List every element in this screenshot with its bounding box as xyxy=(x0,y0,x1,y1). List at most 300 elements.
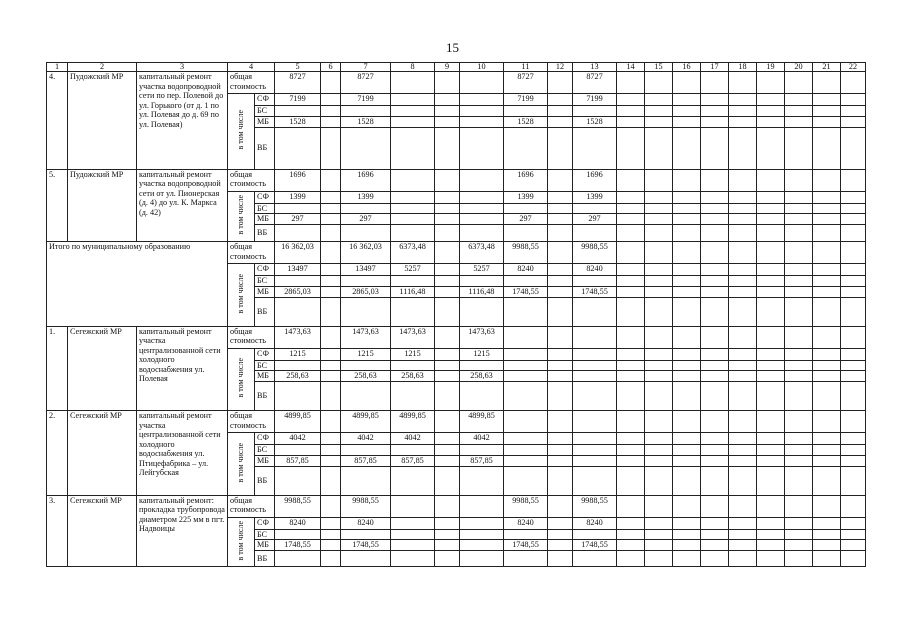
district-cell: Сегежский МР xyxy=(68,326,137,411)
value-cell: 1473,63 xyxy=(341,326,391,348)
value-cell xyxy=(321,529,341,540)
value-cell xyxy=(785,127,813,169)
value-cell xyxy=(813,225,841,242)
value-cell xyxy=(460,297,504,326)
value-cell xyxy=(435,286,460,297)
value-cell xyxy=(321,264,341,276)
value-cell xyxy=(617,297,645,326)
value-cell xyxy=(841,286,866,297)
value-cell xyxy=(617,382,645,411)
value-cell xyxy=(617,360,645,371)
value-cell xyxy=(673,297,701,326)
value-cell xyxy=(617,529,645,540)
fund-label-vb: ВБ xyxy=(255,551,275,567)
value-cell xyxy=(673,169,701,191)
value-cell xyxy=(785,348,813,360)
fund-label-bs: БС xyxy=(255,360,275,371)
value-cell xyxy=(645,382,673,411)
column-header: 8 xyxy=(391,63,435,72)
value-cell xyxy=(757,529,785,540)
page-number: 15 xyxy=(446,40,459,55)
fund-label-sf: СФ xyxy=(255,264,275,276)
value-cell xyxy=(645,72,673,94)
value-cell xyxy=(813,297,841,326)
value-cell xyxy=(435,529,460,540)
value-cell xyxy=(341,445,391,456)
value-cell: 6373,48 xyxy=(391,242,435,264)
value-cell xyxy=(573,225,617,242)
value-cell: 297 xyxy=(573,214,617,225)
value-cell xyxy=(548,371,573,382)
value-cell xyxy=(673,72,701,94)
value-cell xyxy=(617,225,645,242)
value-cell xyxy=(785,551,813,567)
value-cell xyxy=(785,242,813,264)
value-cell xyxy=(729,551,757,567)
value-cell xyxy=(729,411,757,433)
row-number: 2. xyxy=(47,411,68,496)
value-cell xyxy=(645,203,673,214)
value-cell xyxy=(321,445,341,456)
value-cell xyxy=(673,540,701,551)
value-cell xyxy=(275,297,321,326)
fund-label-bs: БС xyxy=(255,276,275,287)
value-cell xyxy=(785,116,813,127)
value-cell xyxy=(617,276,645,287)
value-cell: 13497 xyxy=(275,264,321,276)
value-cell xyxy=(785,360,813,371)
fund-label-bs: БС xyxy=(255,529,275,540)
value-cell xyxy=(841,371,866,382)
value-cell xyxy=(391,529,435,540)
value-cell xyxy=(341,360,391,371)
value-cell xyxy=(504,466,548,495)
value-cell: 4042 xyxy=(391,433,435,445)
value-cell xyxy=(757,214,785,225)
value-cell xyxy=(757,371,785,382)
value-cell xyxy=(504,106,548,117)
table-row xyxy=(47,495,866,517)
value-cell xyxy=(757,348,785,360)
value-cell xyxy=(729,455,757,466)
value-cell xyxy=(321,169,341,191)
value-cell xyxy=(321,191,341,203)
value-cell xyxy=(757,540,785,551)
value-cell xyxy=(435,242,460,264)
fund-label-vb: ВБ xyxy=(255,225,275,242)
value-cell xyxy=(391,517,435,529)
including-label xyxy=(228,191,255,242)
value-cell: 258,63 xyxy=(391,371,435,382)
value-cell: 1399 xyxy=(341,191,391,203)
value-cell xyxy=(729,540,757,551)
value-cell xyxy=(548,495,573,517)
value-cell: 16 362,03 xyxy=(275,242,321,264)
value-cell xyxy=(548,127,573,169)
value-cell xyxy=(813,191,841,203)
including-label xyxy=(228,433,255,496)
value-cell xyxy=(701,455,729,466)
column-header: 12 xyxy=(548,63,573,72)
value-cell xyxy=(757,94,785,106)
value-cell xyxy=(785,264,813,276)
value-cell xyxy=(673,106,701,117)
value-cell xyxy=(548,214,573,225)
value-cell xyxy=(645,116,673,127)
value-cell xyxy=(673,242,701,264)
value-cell xyxy=(757,466,785,495)
value-cell xyxy=(548,169,573,191)
value-cell: 7199 xyxy=(341,94,391,106)
value-cell: 1528 xyxy=(275,116,321,127)
value-cell xyxy=(673,371,701,382)
value-cell: 8240 xyxy=(275,517,321,529)
value-cell xyxy=(275,276,321,287)
value-cell xyxy=(617,455,645,466)
value-cell xyxy=(548,517,573,529)
value-cell xyxy=(321,495,341,517)
value-cell: 258,63 xyxy=(275,371,321,382)
value-cell xyxy=(841,466,866,495)
value-cell: 4899,85 xyxy=(391,411,435,433)
value-cell xyxy=(321,276,341,287)
value-cell: 13497 xyxy=(341,264,391,276)
value-cell xyxy=(391,94,435,106)
value-cell xyxy=(785,445,813,456)
value-cell xyxy=(841,348,866,360)
value-cell xyxy=(460,276,504,287)
value-cell xyxy=(701,382,729,411)
value-cell xyxy=(729,191,757,203)
value-cell: 8727 xyxy=(341,72,391,94)
value-cell xyxy=(548,225,573,242)
value-cell xyxy=(645,551,673,567)
fund-label-mb: МБ xyxy=(255,371,275,382)
value-cell xyxy=(573,297,617,326)
value-cell xyxy=(435,276,460,287)
value-cell xyxy=(617,286,645,297)
value-cell xyxy=(435,214,460,225)
value-cell xyxy=(275,382,321,411)
fund-label-vb: ВБ xyxy=(255,297,275,326)
value-cell xyxy=(701,191,729,203)
value-cell xyxy=(548,551,573,567)
value-cell xyxy=(460,169,504,191)
value-cell xyxy=(701,348,729,360)
value-cell xyxy=(813,348,841,360)
fund-label-bs: БС xyxy=(255,445,275,456)
value-cell xyxy=(841,445,866,456)
value-cell xyxy=(341,297,391,326)
value-cell xyxy=(813,72,841,94)
value-cell xyxy=(391,72,435,94)
value-cell xyxy=(673,326,701,348)
district-cell: Пудожский МР xyxy=(68,169,137,242)
value-cell xyxy=(548,264,573,276)
district-cell: Сегежский МР xyxy=(68,411,137,496)
value-cell xyxy=(841,297,866,326)
value-cell xyxy=(573,348,617,360)
value-cell xyxy=(673,225,701,242)
value-cell: 1116,48 xyxy=(460,286,504,297)
value-cell xyxy=(813,371,841,382)
column-header: 18 xyxy=(729,63,757,72)
value-cell xyxy=(573,445,617,456)
value-cell xyxy=(701,225,729,242)
value-cell xyxy=(645,540,673,551)
value-cell xyxy=(435,264,460,276)
value-cell xyxy=(673,455,701,466)
value-cell: 1528 xyxy=(573,116,617,127)
value-cell xyxy=(321,286,341,297)
value-cell xyxy=(841,214,866,225)
value-cell xyxy=(701,72,729,94)
value-cell: 857,85 xyxy=(275,455,321,466)
value-cell xyxy=(391,169,435,191)
value-cell xyxy=(813,116,841,127)
value-cell xyxy=(813,214,841,225)
value-cell xyxy=(729,225,757,242)
value-cell xyxy=(757,203,785,214)
column-header: 1 xyxy=(47,63,68,72)
value-cell xyxy=(813,551,841,567)
value-cell xyxy=(701,551,729,567)
value-cell xyxy=(548,286,573,297)
value-cell xyxy=(841,264,866,276)
value-cell xyxy=(757,326,785,348)
value-cell xyxy=(841,191,866,203)
value-cell xyxy=(573,466,617,495)
column-header: 15 xyxy=(645,63,673,72)
value-cell xyxy=(573,529,617,540)
value-cell: 2865,03 xyxy=(341,286,391,297)
value-cell xyxy=(813,495,841,517)
value-cell xyxy=(460,445,504,456)
value-cell xyxy=(504,382,548,411)
value-cell: 1215 xyxy=(341,348,391,360)
value-cell xyxy=(321,127,341,169)
value-cell xyxy=(321,540,341,551)
value-cell xyxy=(617,127,645,169)
value-cell xyxy=(729,214,757,225)
value-cell: 1696 xyxy=(573,169,617,191)
value-cell: 1473,63 xyxy=(391,326,435,348)
table-row xyxy=(47,63,866,72)
value-cell xyxy=(701,264,729,276)
column-header: 22 xyxy=(841,63,866,72)
value-cell xyxy=(757,127,785,169)
value-cell: 297 xyxy=(275,214,321,225)
including-text: в том числе xyxy=(236,520,246,561)
value-cell xyxy=(573,371,617,382)
value-cell xyxy=(785,411,813,433)
value-cell xyxy=(673,495,701,517)
value-cell xyxy=(435,433,460,445)
value-cell xyxy=(573,360,617,371)
value-cell xyxy=(460,203,504,214)
value-cell xyxy=(321,72,341,94)
value-cell xyxy=(813,466,841,495)
value-cell xyxy=(460,191,504,203)
value-cell: 4042 xyxy=(341,433,391,445)
value-cell xyxy=(785,225,813,242)
value-cell xyxy=(548,203,573,214)
value-cell xyxy=(673,382,701,411)
value-cell xyxy=(548,94,573,106)
value-cell xyxy=(645,529,673,540)
value-cell xyxy=(617,116,645,127)
value-cell xyxy=(275,551,321,567)
value-cell xyxy=(573,551,617,567)
value-cell xyxy=(841,360,866,371)
value-cell xyxy=(617,191,645,203)
value-cell xyxy=(617,433,645,445)
fund-label-vb: ВБ xyxy=(255,466,275,495)
value-cell xyxy=(275,225,321,242)
value-cell xyxy=(391,551,435,567)
value-cell xyxy=(275,466,321,495)
value-cell xyxy=(701,326,729,348)
value-cell: 8240 xyxy=(504,264,548,276)
value-cell xyxy=(617,106,645,117)
value-cell xyxy=(785,326,813,348)
value-cell xyxy=(841,529,866,540)
value-cell xyxy=(460,116,504,127)
fund-label-sf: СФ xyxy=(255,433,275,445)
value-cell xyxy=(391,225,435,242)
value-cell xyxy=(275,360,321,371)
value-cell: 6373,48 xyxy=(460,242,504,264)
value-cell xyxy=(757,433,785,445)
value-cell xyxy=(813,203,841,214)
value-cell xyxy=(617,326,645,348)
value-cell xyxy=(617,551,645,567)
value-cell xyxy=(617,203,645,214)
value-cell xyxy=(460,551,504,567)
value-cell xyxy=(435,551,460,567)
description-cell: капитальный ремонт участка централизованной сети холодного водоснабжения ул. Птицефабрика – ул. Лейгубская xyxy=(137,411,228,496)
including-label xyxy=(228,94,255,170)
value-cell xyxy=(321,382,341,411)
value-cell: 8727 xyxy=(275,72,321,94)
total-cost-label: общая стоимость xyxy=(228,411,275,433)
including-text: в том числе xyxy=(236,110,246,150)
value-cell xyxy=(617,540,645,551)
value-cell xyxy=(321,411,341,433)
value-cell: 1748,55 xyxy=(504,286,548,297)
value-cell xyxy=(275,106,321,117)
value-cell xyxy=(757,276,785,287)
value-cell xyxy=(729,203,757,214)
value-cell xyxy=(391,540,435,551)
value-cell xyxy=(504,360,548,371)
value-cell xyxy=(673,348,701,360)
value-cell xyxy=(841,382,866,411)
value-cell xyxy=(645,326,673,348)
column-header: 17 xyxy=(701,63,729,72)
value-cell xyxy=(785,455,813,466)
value-cell xyxy=(841,94,866,106)
value-cell: 4042 xyxy=(275,433,321,445)
budget-table xyxy=(46,62,866,567)
value-cell xyxy=(321,94,341,106)
fund-label-mb: МБ xyxy=(255,540,275,551)
value-cell xyxy=(504,276,548,287)
value-cell xyxy=(460,466,504,495)
value-cell xyxy=(435,360,460,371)
value-cell: 1215 xyxy=(460,348,504,360)
value-cell xyxy=(548,191,573,203)
value-cell xyxy=(321,242,341,264)
value-cell xyxy=(504,433,548,445)
value-cell xyxy=(391,297,435,326)
value-cell xyxy=(548,348,573,360)
value-cell xyxy=(757,116,785,127)
value-cell xyxy=(645,360,673,371)
value-cell xyxy=(701,529,729,540)
value-cell: 9988,55 xyxy=(573,495,617,517)
value-cell xyxy=(729,297,757,326)
value-cell xyxy=(460,529,504,540)
value-cell xyxy=(504,411,548,433)
value-cell xyxy=(460,495,504,517)
value-cell xyxy=(785,297,813,326)
value-cell: 9988,55 xyxy=(573,242,617,264)
value-cell xyxy=(391,445,435,456)
value-cell xyxy=(673,116,701,127)
value-cell xyxy=(617,371,645,382)
fund-label-bs: БС xyxy=(255,203,275,214)
value-cell xyxy=(573,276,617,287)
column-header: 7 xyxy=(341,63,391,72)
value-cell xyxy=(841,106,866,117)
value-cell xyxy=(841,433,866,445)
value-cell xyxy=(504,203,548,214)
value-cell xyxy=(841,540,866,551)
value-cell xyxy=(391,360,435,371)
value-cell xyxy=(673,551,701,567)
value-cell xyxy=(460,127,504,169)
column-header: 14 xyxy=(617,63,645,72)
value-cell xyxy=(673,276,701,287)
value-cell xyxy=(729,94,757,106)
fund-label-mb: МБ xyxy=(255,116,275,127)
value-cell: 5257 xyxy=(391,264,435,276)
column-header: 9 xyxy=(435,63,460,72)
value-cell xyxy=(813,169,841,191)
value-cell xyxy=(645,445,673,456)
table-row xyxy=(47,411,866,433)
value-cell xyxy=(757,360,785,371)
value-cell xyxy=(729,382,757,411)
value-cell: 1748,55 xyxy=(341,540,391,551)
value-cell xyxy=(841,455,866,466)
value-cell xyxy=(341,127,391,169)
column-header: 5 xyxy=(275,63,321,72)
value-cell xyxy=(573,106,617,117)
value-cell xyxy=(617,214,645,225)
value-cell: 8240 xyxy=(341,517,391,529)
value-cell xyxy=(701,495,729,517)
value-cell xyxy=(460,360,504,371)
value-cell: 1473,63 xyxy=(275,326,321,348)
value-cell xyxy=(321,106,341,117)
value-cell xyxy=(573,382,617,411)
value-cell xyxy=(785,286,813,297)
value-cell xyxy=(391,127,435,169)
value-cell xyxy=(757,286,785,297)
fund-label-sf: СФ xyxy=(255,348,275,360)
